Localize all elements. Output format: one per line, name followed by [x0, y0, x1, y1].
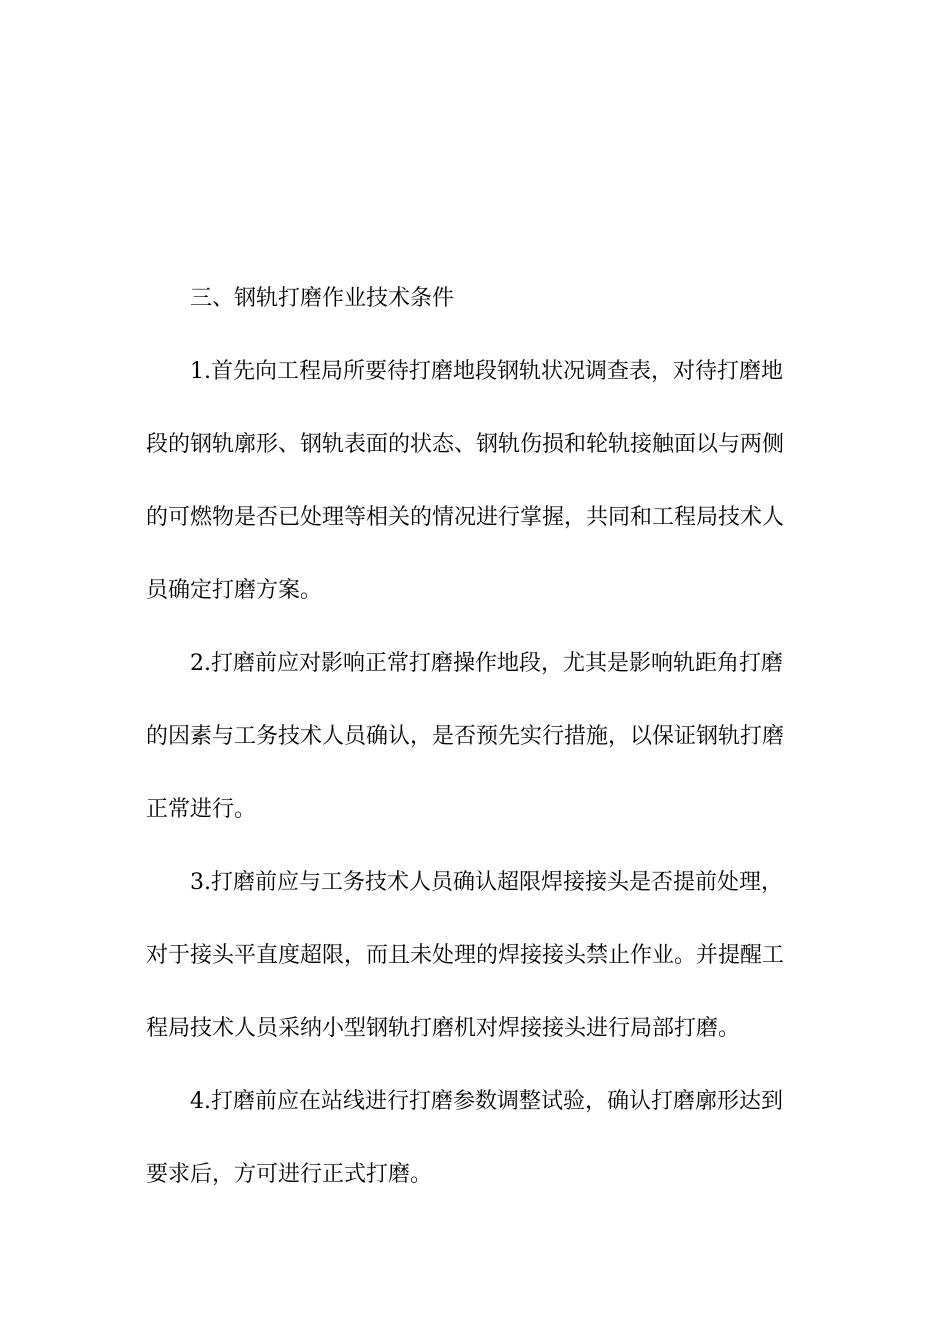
paragraph-line: 程局技术人员采纳小型钢轨打磨机对焊接接头进行局部打磨。 — [146, 1016, 741, 1041]
paragraph-line: 段的钢轨廓形、钢轨表面的状态、钢轨伤损和轮轨接触面以与两侧 — [146, 432, 785, 457]
section-heading: 三、钢轨打磨作业技术条件 — [190, 286, 455, 311]
paragraph-4 — [146, 1084, 806, 1193]
paragraph-line: 对于接头平直度超限，而且未处理的焊接接头禁止作业。并提醒工 — [146, 943, 785, 968]
paragraph-line: 要求后，方可进行正式打磨。 — [146, 1162, 433, 1187]
paragraph-3 — [146, 865, 806, 1047]
paragraph-line: 1.首先向工程局所要待打磨地段钢轨状况调查表，对待打磨地 — [190, 359, 783, 384]
paragraph-line: 正常进行。 — [146, 797, 257, 822]
paragraph-line: 2.打磨前应对影响正常打磨操作地段，尤其是影响轨距角打磨 — [190, 651, 783, 676]
paragraph-line: 3.打磨前应与工务技术人员确认超限焊接接头是否提前处理， — [190, 870, 783, 895]
paragraph-1 — [146, 354, 806, 609]
document-body — [146, 281, 806, 1193]
paragraph-line: 的可燃物是否已处理等相关的情况进行掌握，共同和工程局技术人 — [146, 505, 785, 530]
paragraph-line: 员确定打磨方案。 — [146, 578, 323, 603]
paragraph-line: 的因素与工务技术人员确认，是否预先实行措施，以保证钢轨打磨 — [146, 724, 785, 749]
paragraph-2 — [146, 646, 806, 828]
paragraph-line: 4.打磨前应在站线进行打磨参数调整试验，确认打磨廓形达到 — [190, 1089, 783, 1114]
